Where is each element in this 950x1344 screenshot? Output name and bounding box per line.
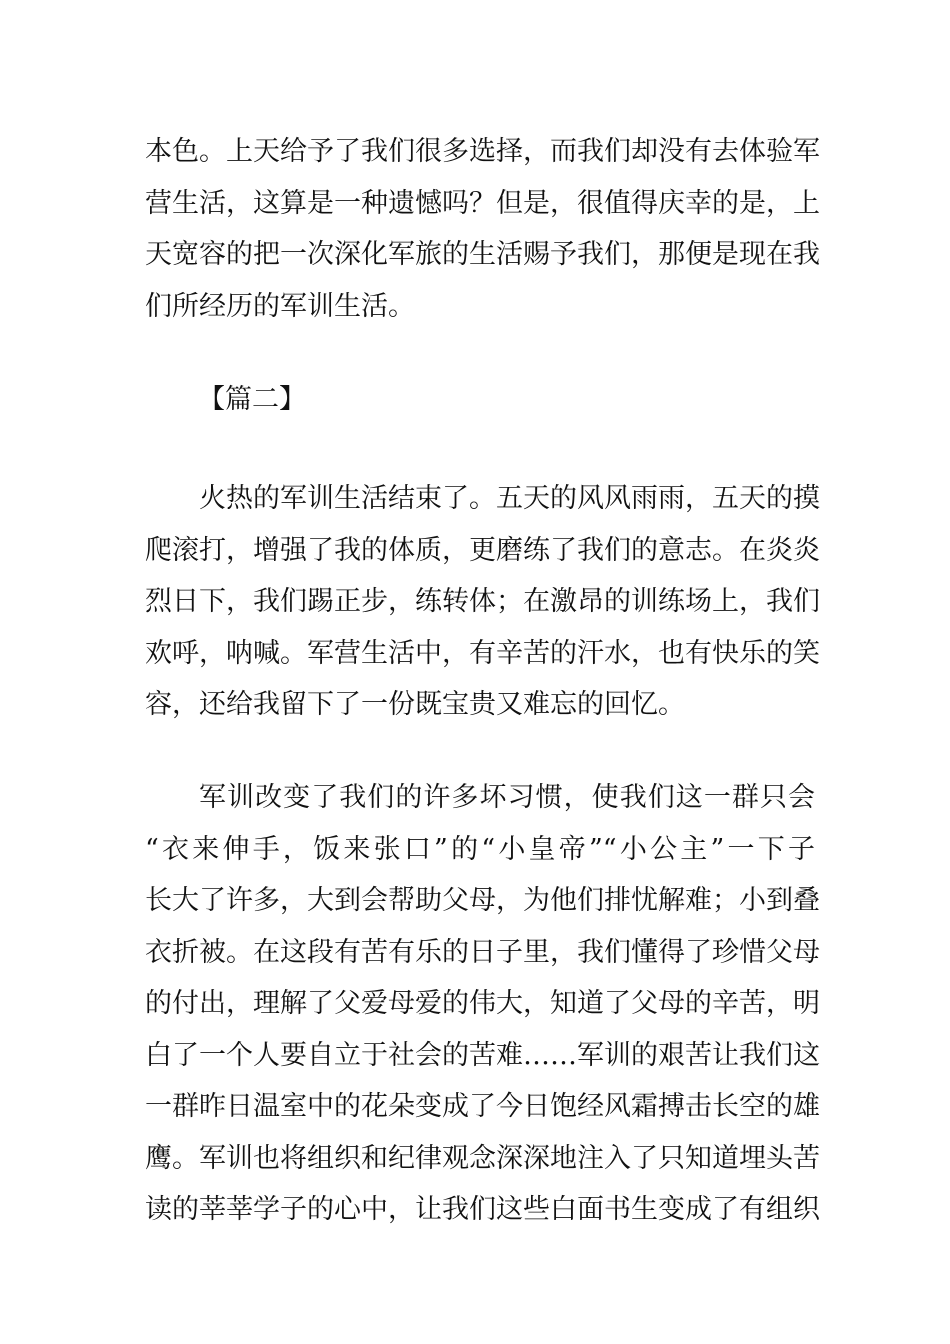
- paragraph-line: 容，还给我留下了一份既宝贵又难忘的回忆。: [145, 689, 685, 720]
- paragraph-line: 军训改变了我们的许多坏习惯，使我们这一群只会: [199, 782, 815, 813]
- paragraph-line: 爬滚打，增强了我的体质，更磨练了我们的意志。在炎炎: [145, 534, 820, 566]
- paragraph-line: 衣折被。在这段有苦有乐的日子里，我们懂得了珍惜父母: [145, 936, 820, 968]
- paragraph-intro: [145, 126, 820, 332]
- paragraph-line: 一群昨日温室中的花朵变成了今日饱经风霜搏击长空的雄: [145, 1091, 820, 1122]
- paragraph-line: 读的莘莘学子的心中，让我们这些白面书生变成了有组织: [145, 1194, 820, 1225]
- paragraph-line: 火热的军训生活结束了。五天的风风雨雨，五天的摸: [199, 483, 820, 514]
- paragraph-line: 白了一个人要自立于社会的苦难……军训的艰苦让我们这: [145, 1039, 820, 1071]
- paragraph-line: “衣来伸手，饭来张口”的“小皇帝”“小公主”一下子: [145, 833, 815, 865]
- paragraph-line: 的付出，理解了父爱母爱的伟大，知道了父母的辛苦，明: [145, 988, 820, 1019]
- paragraph-line: 长大了许多，大到会帮助父母，为他们排忧解难；小到叠: [145, 885, 820, 916]
- paragraph-line: 营生活，这算是一种遗憾吗？但是，很值得庆幸的是，上: [145, 187, 820, 219]
- paragraph-line: 们所经历的军训生活。: [145, 290, 415, 322]
- section-heading: 【篇二】: [198, 384, 306, 415]
- paragraph-line: 天宽容的把一次深化军旅的生活赐予我们，那便是现在我: [145, 239, 820, 270]
- paragraph-line: 鹰。军训也将组织和纪律观念深深地注入了只知道埋头苦: [145, 1142, 820, 1174]
- paragraph-line: 本色。上天给予了我们很多选择，而我们却没有去体验军: [145, 136, 820, 167]
- paragraph-third: [145, 772, 820, 1236]
- paragraph-line: 烈日下，我们踢正步，练转体；在激昂的训练场上，我们: [145, 586, 820, 617]
- paragraph-second: [145, 473, 820, 731]
- paragraph-line: 欢呼，呐喊。军营生活中，有辛苦的汗水，也有快乐的笑: [145, 637, 820, 669]
